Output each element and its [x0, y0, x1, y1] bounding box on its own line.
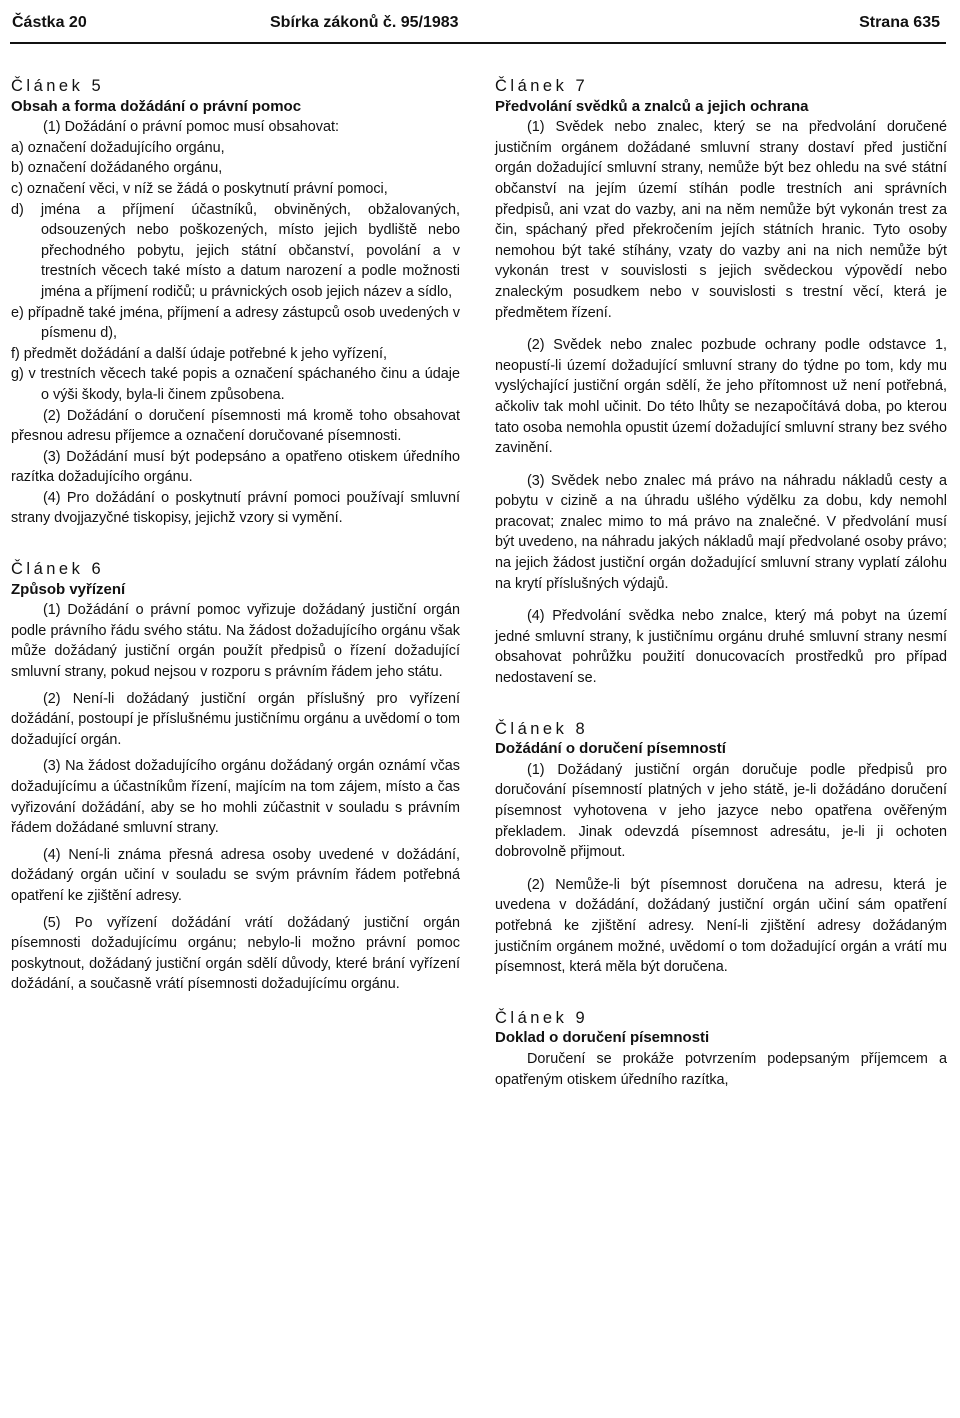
article-8-p1: (1) Dožádaný justiční orgán doručuje podle předpisů pro doručování písemností platných v jeho státě, je-li dožádáno doručení písemnost vyhotovena v jeho jazyce nebo opatřena ověřeným překladem. Jinak odevzdá písemnost adresátu, je-li ji ochoten dobrovolně přijmout. — [495, 761, 947, 861]
left-column — [11, 76, 460, 995]
list-item: a) označení dožadujícího orgánu, — [11, 139, 225, 156]
article-7-p2: (2) Svědek nebo znalec pozbude ochrany podle odstavce 1, neopustí-li území dožadující smluvní strany do týdne po tom, kdy mu vyslýchající justiční orgán sdělí, že jeho přítomnost už není potřebná, ačkoliv tak mohl učinit. Do této lhůty se nezapočítává doba, po kterou tato osoba nemohla opustit území dožadující smluvní strany bez svého zavinění. — [495, 337, 947, 457]
list-item: c) označení věci, v níž se žádá o poskytnutí právní pomoci, — [11, 180, 388, 197]
header-rule — [10, 42, 946, 44]
article-8-title: Článek 8 — [495, 719, 589, 738]
article-6-p1: (1) Dožádání o právní pomoc vyřizuje dožádaný justiční orgán podle právního řádu svého státu. Na žádost dožadujícího orgánu však může dožádaný justiční orgán použít předpisů o řízení dožadující smluvní strany, pokud nejsou v rozporu s právním řádem jeho státu. — [11, 602, 460, 681]
article-5-heading: Obsah a forma dožádání o právní pomoc — [11, 97, 302, 115]
article-9-title: Článek 9 — [495, 1008, 589, 1027]
article-6-title: Článek 6 — [11, 560, 105, 579]
article-6-p5: (5) Po vyřízení dožádání vrátí dožádaný justiční orgán písemnosti dožadujícímu orgánu; nebylo-li možno právní pomoc poskytnout, dožádaný justiční orgán sdělí důvody, které brání vyřízení dožádání, a současně vrátí písemnosti dožadujícímu orgánu. — [11, 914, 460, 993]
article-6-p3: (3) Na žádost dožadujícího orgánu dožádaný orgán oznámí včas dožadujícímu a účastníkům řízení, majícím na tom zájem, místo a čas vyřizování dožádání, aby se ho mohli zúčastnit v souladu s právním řádem dožádané smluvní strany. — [11, 758, 460, 837]
list-item: g) v trestních věcech také popis a označení spáchaného činu a údaje o výši škody, byla-li činem způsobena. — [11, 366, 460, 403]
article-7-heading: Předvolání svědků a znalců a jejich ochrana — [495, 97, 809, 115]
article-5-p1-intro: (1) Dožádání o právní pomoc musí obsahovat: — [43, 119, 339, 136]
list-item: d) jména a příjmení účastníků, obviněných, obžalovaných, odsouzených nebo poškozených, místo jejich bydliště nebo přechodného pobytu, jejich státní občanství, povolání a v trestních věcech také místo a datum narození a podle možnosti jména a příjmení rodičů; u právnických osob jejich název a sídlo, — [11, 201, 460, 300]
header-page-number: Strana 635 — [859, 14, 940, 31]
article-5-p3: (3) Dožádání musí být podepsáno a opatřeno otiskem úředního razítka dožadujícího orgánu. — [11, 448, 460, 486]
article-6-p4: (4) Není-li známa přesná adresa osoby uvedené v dožádání, dožádaný orgán učiní v souladu se svým právním řádem potřebná opatření ke zjištění adresy. — [11, 846, 460, 904]
header-collection: Sbírka zákonů č. 95/1983 — [270, 14, 459, 31]
article-8-p2: (2) Nemůže-li být písemnost doručena na adresu, která je uvedena v dožádání, dožádaný justiční orgán učiní sám opatření potřebná ke zjištění adresy. Není-li zjištění adresy dožádaným justičním orgánem možné, uvědomí o tom dožadující orgán a vrátí mu písemnost, která měla být doručena. — [495, 876, 947, 976]
article-6-p2: (2) Není-li dožádaný justiční orgán příslušný pro vyřízení dožádání, postoupí je příslušnému justičnímu orgánu a uvědomí o tom dožadující orgán. — [11, 690, 460, 748]
article-7-p3: (3) Svědek nebo znalec má právo na náhradu nákladů cesty a pobytu v cizině a na úhradu ušlého výdělku za dobu, kdy nemohl pracovat; znalec mimo to má právo na znalečné. V předvolání musí být uvedeno, na náhradu jakých nákladů mají předvolané osoby právo; na jejich žádost justiční orgán dožadující smluvní strany vyplatí zálohu na krytí příslušných výdajů. — [495, 472, 947, 592]
page-header — [12, 14, 940, 36]
header-issue: Částka 20 — [12, 14, 87, 31]
list-item: e) případně také jména, příjmení a adresy zástupců osob uvedených v písmenu d), — [11, 304, 460, 342]
article-9-heading: Doklad o doručení písemnosti — [495, 1029, 710, 1047]
right-column — [495, 76, 947, 1090]
list-item: b) označení dožádaného orgánu, — [11, 160, 223, 177]
article-6-heading: Způsob vyřízení — [11, 580, 126, 598]
article-9-p1: Doručení se prokáže potvrzením podepsaným příjemcem a opatřeným otiskem úředního razítka, — [495, 1050, 947, 1088]
list-item: f) předmět dožádání a další údaje potřebné k jeho vyřízení, — [11, 345, 387, 362]
article-5-p4: (4) Pro dožádání o poskytnutí právní pomoci používají smluvní strany dvojjazyčné tiskopisy, jejichž vzory si vymění. — [11, 489, 460, 527]
article-7-title: Článek 7 — [495, 77, 589, 95]
article-8-heading: Dožádání o doručení písemností — [495, 740, 726, 758]
article-7-p1: (1) Svědek nebo znalec, který se na předvolání doručené justičním orgánem dožádané smluvní strany dostaví před justiční orgán dožadující smluvní strany, nemůže být bez ohledu na své státní občanství na jejím území stíhán podle trestních ani správních předpisů, ani vzat do vazby, ani na něm nemůže být vykonán trest za čin, spáchaný před překročením jejích státních hranic. Tyto osoby nemohou být také stíhány, vzaty do vazby ani na nich nemůže být vykonán trest v souvislosti s jejich svědeckou výpovědí nebo znaleckým posudkem nebo v souvislosti s trestní věcí, která je předmětem řízení. — [495, 119, 947, 321]
article-5-title: Článek 5 — [11, 77, 105, 95]
article-7-p4: (4) Předvolání svědka nebo znalce, který má pobyt na území jedné smluvní strany, k justičnímu orgánu druhé smluvní strany nesmí obsahovat pohrůžku použití donucovacích prostředků pro případ nedostavení se. — [495, 608, 947, 687]
article-5-p2: (2) Dožádání o doručení písemnosti má kromě toho obsahovat přesnou adresu příjemce a označení doručované písemnosti. — [11, 407, 460, 445]
